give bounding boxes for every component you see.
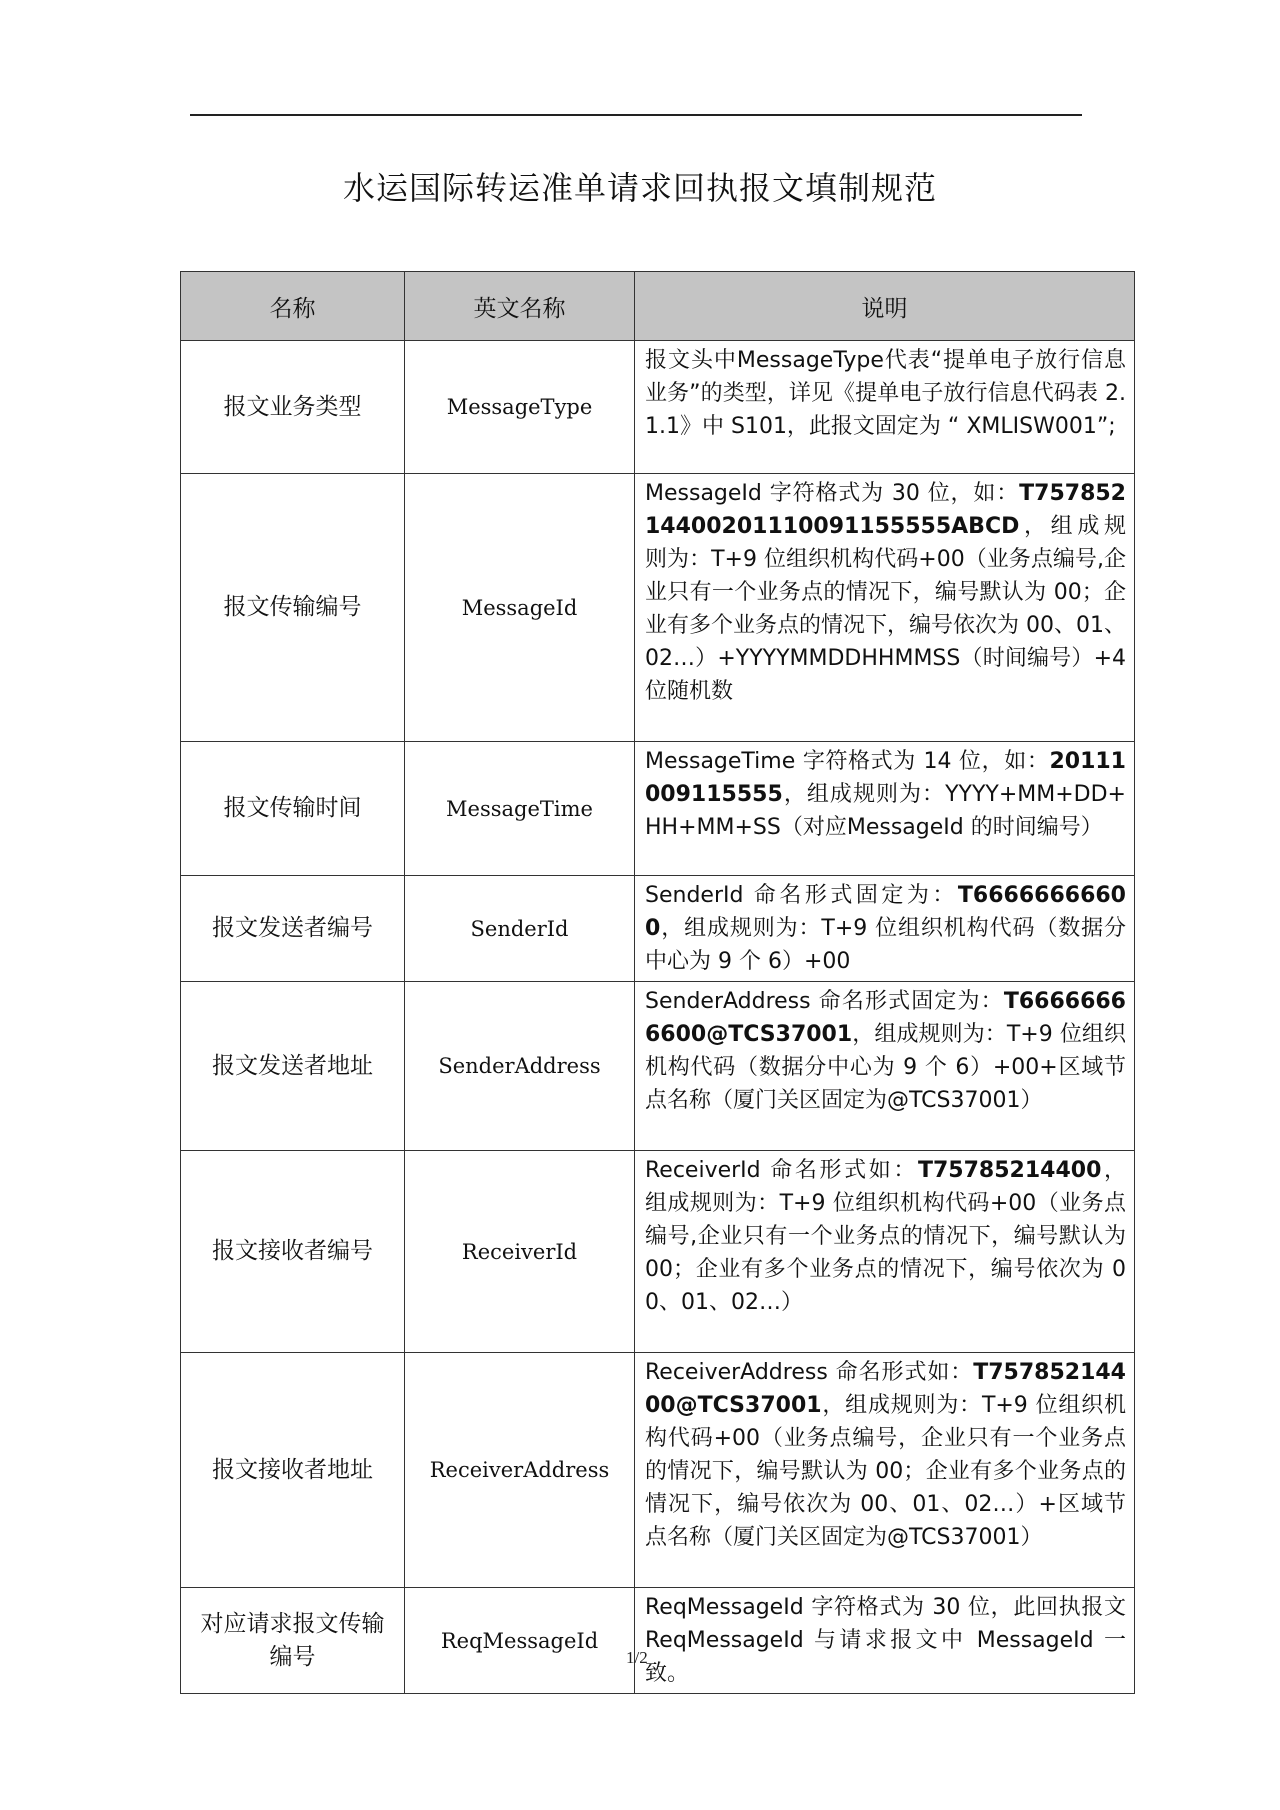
- description-text: MessageTime 字符格式为 14 位，如：: [645, 749, 1050, 774]
- table-row: [181, 1353, 1135, 1588]
- description-example-value: T66666666600: [645, 883, 1126, 941]
- description-text: ，组成规则为：T+9 位组织机构代码（数据分中心为 9 个 6）+00: [645, 916, 1126, 974]
- field-description: [635, 1588, 1135, 1694]
- field-description: [635, 1353, 1135, 1588]
- field-english-name: MessageTime: [405, 742, 635, 876]
- description-text: 报文头中MessageType代表“提单电子放行信息业务”的类型，详见《提单电子放行信息代码表 2.1.1》中 S101，此报文固定为 “ XMLISW001”;: [645, 348, 1126, 439]
- field-name: 报文接收者地址: [181, 1353, 405, 1588]
- description-example-value: 20111009115555: [645, 749, 1126, 807]
- field-english-name: MessageId: [405, 474, 635, 742]
- field-description: [635, 982, 1135, 1151]
- field-english-name: ReceiverAddress: [405, 1353, 635, 1588]
- field-name: 报文发送者编号: [181, 876, 405, 982]
- description-example-value: T75785214400@TCS37001: [645, 1360, 1126, 1418]
- spec-table: [180, 271, 1135, 1694]
- field-name: 对应请求报文传输编号: [181, 1588, 405, 1694]
- field-description: [635, 1151, 1135, 1353]
- header-description: 说明: [635, 272, 1135, 341]
- field-english-name: SenderId: [405, 876, 635, 982]
- table-row: [181, 1151, 1135, 1353]
- table-row: [181, 1588, 1135, 1694]
- table-row: [181, 474, 1135, 742]
- description-text: ，组成规则为：T+9 位组织机构代码（数据分中心为 9 个 6）+00+区域节点名称（厦门关区固定为@TCS37001）: [645, 1022, 1126, 1113]
- description-text: ，组成规则为：T+9 位组织机构代码+00（业务点编号，企业只有一个业务点的情况下，编号默认为 00；企业有多个业务点的情况下，编号依次为 00、01、02…）+区域节点名称（厦门关区固定为@TCS37001）: [645, 1393, 1126, 1550]
- header-name: 名称: [181, 272, 405, 341]
- field-english-name: MessageType: [405, 341, 635, 474]
- description-example-value: T66666666600@TCS37001: [645, 989, 1126, 1047]
- table-row: [181, 341, 1135, 474]
- field-description: [635, 876, 1135, 982]
- field-english-name: SenderAddress: [405, 982, 635, 1151]
- table-row: [181, 982, 1135, 1151]
- description-text: ，组成规则为：YYYY+MM+DD+HH+MM+SS（对应MessageId 的时间编号）: [645, 782, 1126, 840]
- description-example-value: T75785214400: [917, 1158, 1102, 1183]
- table-row: [181, 742, 1135, 876]
- description-example-value: T75785214400201110091155555ABCD: [645, 481, 1126, 539]
- field-english-name: ReceiverId: [405, 1151, 635, 1353]
- description-text: ReceiverAddress 命名形式如：: [645, 1360, 974, 1385]
- field-name: 报文传输编号: [181, 474, 405, 742]
- description-text: SenderAddress 命名形式固定为：: [645, 989, 1004, 1014]
- description-text: ReceiverId 命名形式如：: [645, 1158, 918, 1183]
- field-name: 报文传输时间: [181, 742, 405, 876]
- description-text: ReqMessageId 字符格式为 30 位，此回执报文 ReqMessageId 与请求报文中 MessageId 一致。: [645, 1595, 1126, 1686]
- document-title: 水运国际转运准单请求回执报文填制规范: [342, 169, 937, 207]
- field-description: [635, 742, 1135, 876]
- table-header-row: [181, 272, 1135, 341]
- header-english-name: 英文名称: [405, 272, 635, 341]
- table-row: [181, 876, 1135, 982]
- field-name: 报文发送者地址: [181, 982, 405, 1151]
- field-name: 报文接收者编号: [181, 1151, 405, 1353]
- description-text: ，组成规则为：T+9 位组织机构代码+00（业务点编号,企业只有一个业务点的情况下，编号默认为 00；企业有多个业务点的情况下，编号依次为 00、01、02…）+YYYYMMDDHHMMSS（时间编号）+4 位随机数: [645, 514, 1126, 704]
- header-rule: [190, 114, 1082, 116]
- page-number: 1/2: [626, 1648, 648, 1667]
- field-english-name: ReqMessageId: [405, 1588, 635, 1694]
- description-text: SenderId 命名形式固定为：: [645, 883, 958, 908]
- description-text: MessageId 字符格式为 30 位，如：: [645, 481, 1020, 506]
- field-description: [635, 474, 1135, 742]
- description-text: ，组成规则为：T+9 位组织机构代码+00（业务点编号,企业只有一个业务点的情况下，编号默认为 00；企业有多个业务点的情况下，编号依次为 00、01、02…）: [645, 1158, 1126, 1315]
- field-description: [635, 341, 1135, 474]
- field-name: 报文业务类型: [181, 341, 405, 474]
